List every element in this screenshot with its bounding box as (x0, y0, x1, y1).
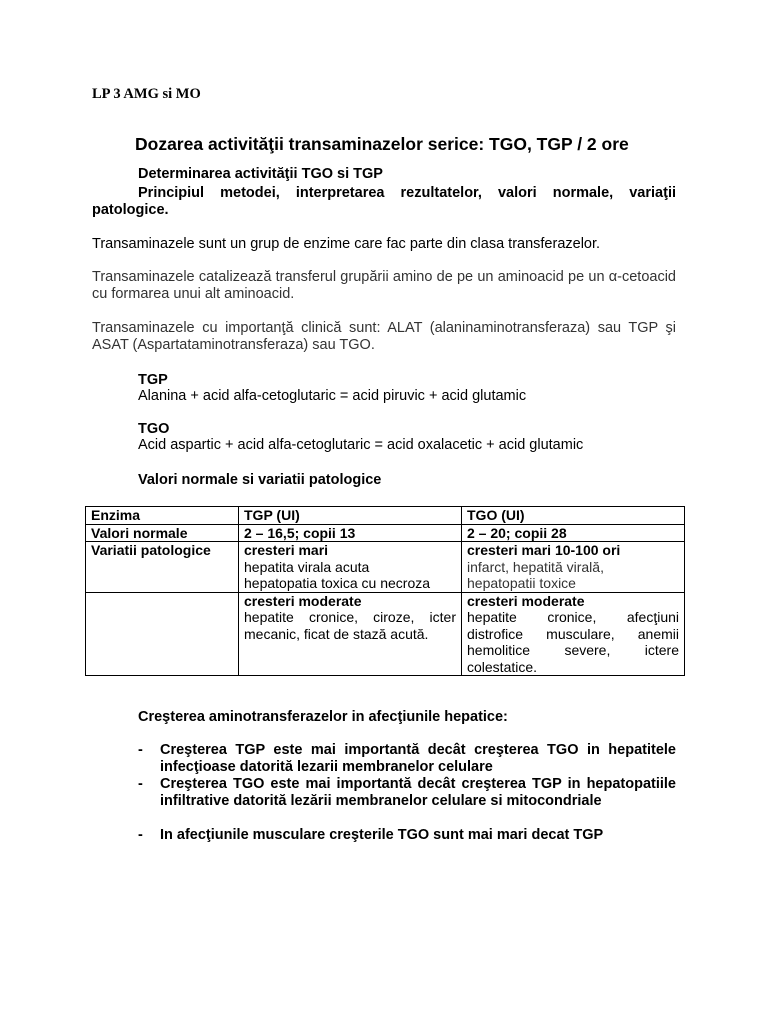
table-cell (462, 542, 685, 593)
table-cell (239, 542, 462, 593)
reaction-tgo-label: TGO (138, 421, 170, 437)
table-cell: 2 – 16,5; copii 13 (239, 524, 462, 542)
cell-heading: cresteri mari 10-100 ori (467, 542, 621, 558)
list-item: In afecţiunile musculare creşterile TGO sunt mai mari decat TGP (160, 827, 604, 843)
paragraph-transferases: Transaminazele sunt un grup de enzime care fac parte din clasa transferazelor. (92, 236, 601, 252)
values-table (85, 506, 685, 676)
table-cell (86, 592, 239, 676)
table-cell (239, 592, 462, 676)
table-cell: TGP (UI) (239, 507, 462, 525)
cell-line: hepatopatia toxica cu necroza (244, 575, 431, 591)
cell-line: hepatita virala acuta (244, 558, 370, 575)
cell-line: infarct, hepatită virală, (467, 558, 604, 575)
course-header: LP 3 AMG si MO (92, 86, 201, 102)
table-cell: Enzima (86, 507, 239, 525)
table-row-moderate (86, 592, 685, 676)
table-cell: 2 – 20; copii 28 (462, 524, 685, 542)
dash-marker: - (138, 827, 143, 843)
paragraph-clinical: Transaminazele cu importanţă clinică sunt: ALAT (alaninaminotransferaza) sau TGP şi ASAT (Aspartataminotransferaza) sau TGO. (92, 320, 676, 353)
table-heading: Valori normale si variatii patologice (138, 472, 382, 488)
paragraph-catalysis: Transaminazele catalizează transferul grupării amino de pe un aminoacid pe un α-cetoacid cu formarea unui alt aminoacid. (92, 269, 676, 302)
table-row-major (86, 542, 685, 593)
table-cell: Valori normale (86, 524, 239, 542)
table-row-normal (86, 524, 685, 542)
cell-heading: cresteri mari (244, 542, 329, 558)
reaction-tgp-equation: Alanina + acid alfa-cetoglutaric = acid piruvic + acid glutamic (138, 388, 527, 404)
subtitle-determination: Determinarea activităţii TGO si TGP (138, 166, 383, 182)
list-item: Creşterea TGO este mai importantă decât creşterea TGP in hepatopatiile infiltrative datorită lezării membranelor celulare si mitocondriale (160, 776, 676, 809)
dash-marker: - (138, 742, 143, 758)
hepatic-heading: Creşterea aminotransferazelor in afecţiunile hepatice: (138, 709, 508, 725)
cell-line: hepatopatii toxice (467, 575, 576, 591)
cell-heading: cresteri moderate (244, 592, 362, 609)
table-row-header (86, 507, 685, 525)
list-item: Creşterea TGP este mai importantă decât creşterea TGO in hepatitele infecţioase datorită lezarii membranelor celulare (160, 742, 676, 775)
cell-heading: cresteri moderate (467, 592, 585, 609)
cell-text: hepatite cronice, afecţiuni distrofice musculare, anemii hemolitice severe, ictere colestatice. (467, 609, 679, 675)
table-cell: Variatii patologice (86, 542, 239, 593)
reaction-tgo-equation: Acid aspartic + acid alfa-cetoglutaric = acid oxalacetic + acid glutamic (138, 437, 584, 453)
dash-marker: - (138, 776, 143, 792)
cell-text: hepatite cronice, ciroze, icter mecanic, ficat de stază acută. (244, 609, 456, 642)
table-cell (462, 592, 685, 676)
table-cell: TGO (UI) (462, 507, 685, 525)
reaction-tgp-label: TGP (138, 372, 168, 388)
subtitle-principle: Principiul metodei, interpretarea rezultatelor, valori normale, variaţii patologice. (92, 185, 676, 218)
page-title: Dozarea activităţii transaminazelor serice: TGO, TGP / 2 ore (135, 134, 629, 154)
